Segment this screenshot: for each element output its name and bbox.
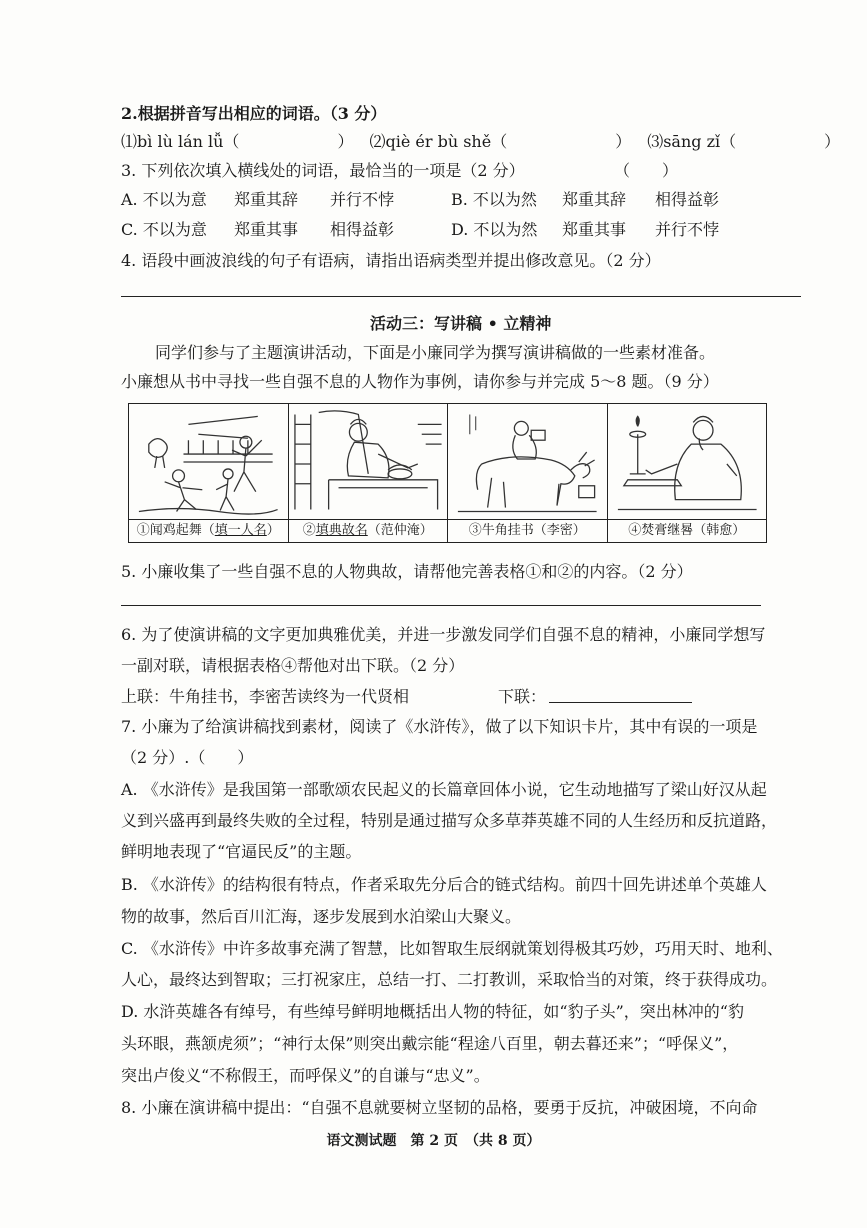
question-2-title: 2.根据拼音写出相应的词语。（3 分） (121, 104, 387, 123)
couplet-lower-blank[interactable] (549, 702, 692, 703)
q7-option-a-line3: 鲜明地表现了“官逼民反”的主题。 (121, 842, 362, 861)
option-b-word1: B. 不以为然 (451, 190, 537, 209)
picture-caption-2: ②填典故名（范仲淹） (289, 519, 448, 542)
option-c-word2: 郑重其事 (234, 220, 299, 239)
option-b-word3: 相得益彰 (655, 190, 720, 209)
activity-intro-1: 同学们参与了主题演讲活动，下面是小廉同学为撰写演讲稿做的一些素材准备。 (155, 343, 716, 362)
picture-cell-1 (129, 404, 289, 542)
picture-caption-1: ①闻鸡起舞（填一人名） (129, 519, 288, 542)
couplet-upper: 上联：牛角挂书，李密苦读终为一代贤相 (121, 687, 410, 706)
question-6-line2: 一副对联，请根据表格④帮他对出下联。（2 分） (121, 656, 465, 675)
q7-option-c-line1: C. 《水浒传》中许多故事充满了智慧，比如智取生辰纲就策划得极其巧妙，巧用天时、地利、 (121, 939, 783, 958)
option-c-word3: 相得益彰 (330, 220, 395, 239)
burning-oil-lamp-illustration (608, 404, 767, 518)
option-c-word1: C. 不以为意 (121, 220, 207, 239)
q7-option-d-line2: 头环眼，燕颔虎须”；“神行太保”则突出戴宗能“程途八百里，朝去暮还来”；“呼保义”， (121, 1034, 739, 1053)
picture-cell-3 (448, 404, 608, 542)
option-a-word3: 并行不悖 (330, 190, 395, 209)
question-6-line1: 6. 为了使演讲稿的文字更加典雅优美，并进一步激发同学们自强不息的精神，小廉同学想写 (121, 625, 766, 644)
fill-blank-allusion: 填典故名 (315, 523, 368, 538)
page-footer: 语文测试题 第 2 页 （共 8 页） (326, 1133, 541, 1149)
question-7-line1: 7. 小廉为了给演讲稿找到素材，阅读了《水浒传》，做了以下知识卡片，其中有误的一项是 (121, 717, 758, 736)
option-d-word1: D. 不以为然 (451, 220, 538, 239)
bracket-close-2: ） (615, 132, 632, 151)
bracket-close-1: ） (337, 132, 354, 151)
bracket-close-3: ） (824, 132, 841, 151)
rooster-dance-illustration (129, 404, 288, 518)
picture-cell-4 (608, 404, 767, 542)
activity-heading: 活动三：写讲稿 • 立精神 (370, 314, 552, 333)
question-5-title: 5. 小廉收集了一些自强不息的人物典故，请帮他完善表格①和②的内容。（2 分） (121, 562, 693, 581)
answer-line-q5[interactable] (121, 605, 761, 606)
option-d-word3: 并行不悖 (655, 220, 720, 239)
fill-blank-name: 填一人名 (214, 523, 267, 538)
activity-intro-2: 小廉想从书中寻找一些自强不息的人物作为事例，请你参与并完成 5～8 题。（9 分） (121, 372, 719, 391)
reading-on-ox-illustration (448, 404, 607, 518)
couplet-lower-label: 下联： (498, 687, 547, 706)
q7-option-b-line2: 物的故事，然后百川汇海，逐步发展到水泊梁山大聚义。 (121, 907, 522, 926)
section-divider (121, 296, 801, 297)
question-7-line2: （2 分）.（ ） (121, 748, 254, 767)
q7-option-a-line2: 义到兴盛再到最终失败的全过程，特别是通过描写众多草莽英雄不同的人生经历和反抗道路， (121, 811, 778, 830)
pinyin-2: ⑵qiè ér bù shě（ (369, 132, 508, 151)
q7-option-c-line2: 人心，最终达到智取；三打祝家庄，总结一打、二打教训，采取恰当的对策，终于获得成功。 (121, 970, 778, 989)
question-8-line1: 8. 小廉在演讲稿中提出：“自强不息就要树立坚韧的品格，要勇于反抗，冲破困境，不向命 (121, 1098, 758, 1117)
answer-bracket-q3: （ ） (614, 161, 679, 180)
picture-table (128, 403, 767, 543)
question-4-title: 4. 语段中画波浪线的句子有语病，请指出语病类型并提出修改意见。（2 分） (121, 251, 661, 270)
picture-caption-4: ④焚膏继晷（韩愈） (608, 519, 767, 542)
picture-cell-2 (289, 404, 449, 542)
pinyin-1: ⑴bì lù lán lǚ（ (121, 132, 240, 151)
option-b-word2: 郑重其辞 (562, 190, 627, 209)
option-a-word2: 郑重其辞 (234, 190, 299, 209)
q7-option-d-line1: D. 水浒英雄各有绰号，有些绰号鲜明地概括出人物的特征，如“豹子头”，突出林冲的“豹 (121, 1002, 744, 1021)
q7-option-b-line1: B. 《水浒传》的结构很有特点，作者采取先分后合的链式结构。前四十回先讲述单个英雄人 (121, 875, 767, 894)
scholar-cooking-illustration (289, 404, 448, 518)
option-a-word1: A. 不以为意 (121, 190, 207, 209)
option-d-word2: 郑重其事 (562, 220, 627, 239)
question-2-items (121, 131, 840, 153)
picture-caption-3: ③牛角挂书（李密） (448, 519, 607, 542)
q7-option-a-line1: A. 《水浒传》是我国第一部歌颂农民起义的长篇章回体小说，它生动地描写了梁山好汉从起 (121, 780, 767, 799)
q7-option-d-line3: 突出卢俊义“不称假王，而呼保义”的自谦与“忠义”。 (121, 1066, 490, 1085)
pinyin-3: ⑶sāng zǐ（ (647, 132, 737, 151)
question-3-title: 3. 下列依次填入横线处的词语，最恰当的一项是（2 分） (121, 161, 525, 180)
